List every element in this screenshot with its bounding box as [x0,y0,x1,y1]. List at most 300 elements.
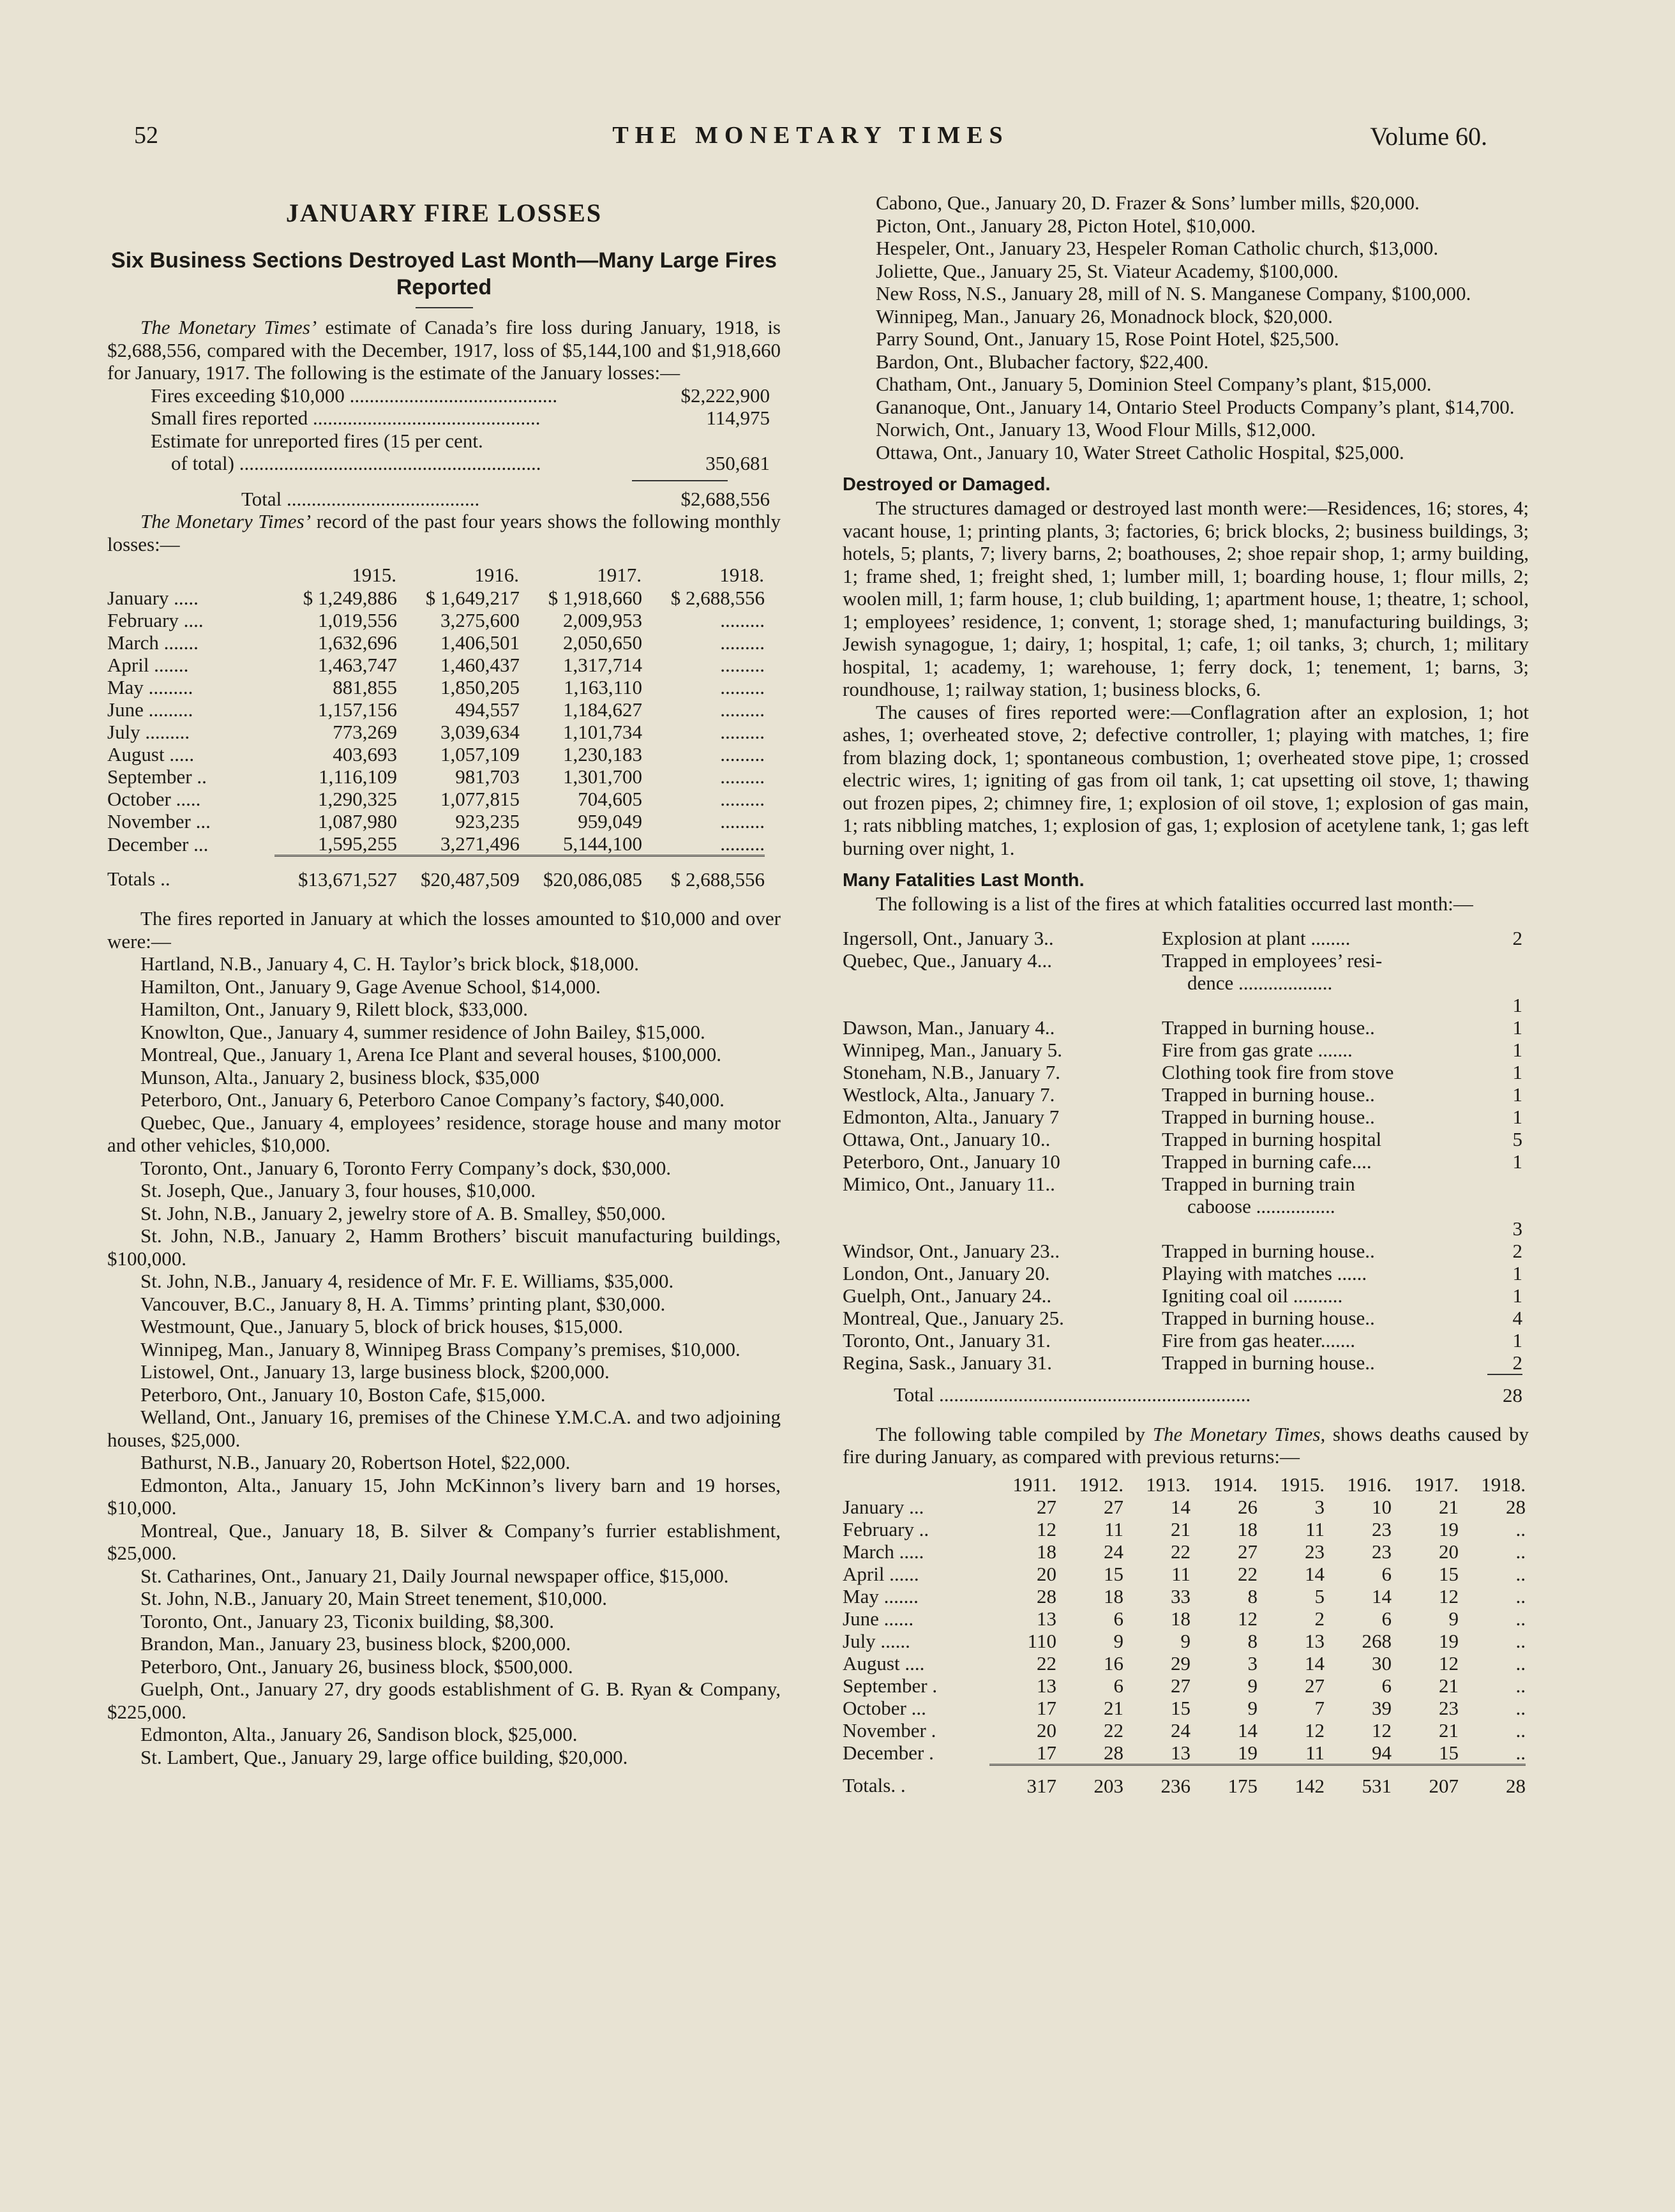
fatality-cause-text: Trapped in burning house.. [1162,1239,1375,1262]
monthly-row [107,609,765,631]
fatality-cause [1162,949,1487,994]
intro-source: The Monetary Times’ [140,316,317,338]
loss-value: ......... [720,788,765,810]
totals-label: Totals .. [107,868,170,891]
fatality-place: London, Ont., January 20. [843,1261,1050,1284]
death-count: 23 [1439,1696,1459,1719]
destroyed-paragraph: The structures damaged or destroyed last month were:—Residences, 16; stores, 4; vacant house, 1; printing plants, 3; factories, 6; brick blocks, 2; business buildings, 3; hotels, 5; plants, 7; livery barns, 2; boathouses, 2; shoe repair shop, 1; army building, 1; frame shed, 1; freight shed, 1; lumber mill, 1; boarding house, 1; flour mills, 2; woolen mill, 1; farm house, 1; club building, 1; apartment house, 1; theatre, 1; school, 1; employees’ residence, 1; convent, 1; storage shed, 1; manufacturing buildings, 3; Jewish synagogue, 1; dairy, 1; hospital, 1; cafe, 1; oil tanks, 3; church, 1; military hospital, 1; academy, 1; warehouse, 1; ferry dock, 1; tenement, 1; barns, 3; roundhouse, 1; railway station, 1; business blocks, 6. [843,497,1529,700]
fatality-cause-text: Trapped in burning house.. [1162,1105,1375,1128]
death-count: 14 [1305,1562,1325,1585]
fires-intro: The fires reported in January at which the losses amounted to $10,000 and over were:— [107,907,781,952]
fires-list-right [843,192,1529,463]
loss-value: 5,144,100 [520,832,642,856]
loss-value: ......... [720,721,765,743]
fire-entry: Hamilton, Ont., January 9, Gage Avenue School, $14,000. [140,975,601,998]
fire-entry: Joliette, Que., January 25, St. Viateur Academy, $100,000. [876,259,1339,282]
total-value: 236 [1160,1774,1191,1797]
month-label: December . [843,1742,934,1764]
death-count: 11 [1305,1517,1325,1540]
estimate-row [107,430,781,453]
year-header: 1912. [1079,1473,1123,1496]
fatality-count: 1 [1512,1261,1522,1284]
total-value: 531 [1362,1774,1392,1797]
death-count: 15 [1171,1696,1191,1719]
monthly-row [107,698,765,721]
left-column [107,192,781,1768]
death-count: 11 [1171,1562,1191,1585]
fire-entry: Peterboro, Ont., January 26, business block, $500,000. [140,1655,573,1678]
month-label: January ..... [107,587,199,609]
month-label: October ..... [107,788,201,810]
fire-entry: Peterboro, Ont., January 10, Boston Cafe, $15,000. [140,1383,546,1406]
fire-entry: Montreal, Que., January 18, B. Silver & Company’s furrier establishment, $25,000. [107,1519,781,1564]
death-count: 21 [1104,1696,1123,1719]
fire-entry: Edmonton, Alta., January 15, John McKinnon’s livery barn and 19 horses, $10,000. [107,1473,781,1519]
death-count: 2 [1314,1607,1325,1630]
month-label: August .... [843,1651,925,1674]
death-count: 6 [1113,1674,1123,1697]
death-count: 9 [1113,1629,1123,1652]
death-count: 21 [1439,1495,1459,1518]
fatality-cause [1162,1173,1487,1217]
death-count: 6 [1381,1607,1392,1630]
fatality-cause-text: Trapped in burning house.. [1162,1306,1375,1329]
year-header: 1916. [474,564,519,586]
fatality-cause-text: Clothing took fire from stove [1162,1060,1394,1083]
death-count: 94 [1325,1742,1392,1765]
death-count: 5 [1314,1584,1325,1607]
death-count: .. [1515,1540,1526,1563]
fire-entry: St. Joseph, Que., January 3, four houses, $10,000. [140,1179,536,1201]
deaths-intro-a: The following table compiled by [876,1422,1153,1445]
fatality-place: Guelph, Ont., January 24.. [843,1284,1052,1307]
fatality-count: 5 [1512,1127,1522,1150]
year-header: 1915. [1280,1473,1325,1496]
loss-value: 1,301,700 [563,765,642,788]
article-title: JANUARY FIRE LOSSES [285,199,603,227]
estimate-value: $2,222,900 [680,384,770,407]
monthly-header-blank [107,563,274,587]
monthly-row [107,587,765,609]
monthly-losses-table [107,563,765,891]
month-label: April ...... [843,1562,919,1585]
month-label: August ..... [107,743,195,765]
fatality-row [843,1351,1522,1374]
fatality-place: Mimico, Ont., January 11.. [843,1172,1055,1195]
publication-title: THE MONETARY TIMES [612,122,1009,149]
death-count: 15 [1392,1742,1459,1765]
loss-value: 1,087,980 [318,810,397,832]
death-count: 12 [1439,1584,1459,1607]
death-count: 6 [1381,1562,1392,1585]
monthly-row [107,654,765,676]
total-value: 203 [1093,1774,1123,1797]
death-count: 19 [1439,1517,1459,1540]
death-count: 13 [1123,1742,1191,1765]
month-label: February .... [107,609,204,631]
loss-value: 1,163,110 [564,676,642,698]
loss-value: 1,406,501 [440,631,520,654]
monthly-row [107,743,765,765]
fire-entry: Winnipeg, Man., January 26, Monadnock block, $20,000. [876,305,1333,327]
fatality-place: Toronto, Ont., January 31. [843,1328,1051,1351]
death-count: 23 [1372,1540,1392,1563]
year-header: 1918. [1481,1473,1526,1496]
month-label: July ...... [843,1629,910,1652]
death-count: 19 [1439,1629,1459,1652]
fatality-cause-cont: caboose ................ [1187,1194,1335,1217]
fire-entry: St. Lambert, Que., January 29, large office building, $20,000. [140,1745,628,1768]
monthly-totals-row [107,856,765,891]
fatality-count: 2 [1512,1239,1522,1262]
fatality-place: Ottawa, Ont., January 10.. [843,1127,1051,1150]
monthly-row [107,832,765,856]
fatality-count: 1 [1512,1284,1522,1307]
loss-value: $ 1,249,886 [303,587,397,609]
loss-value: ......... [720,698,765,721]
fatality-cause-text: Trapped in burning house.. [1162,1351,1375,1374]
fatality-count: 2 [1512,1351,1522,1374]
fatality-count: 4 [1512,1306,1522,1329]
monthly-row [107,810,765,832]
fire-entry: Norwich, Ont., January 13, Wood Flour Mills, $12,000. [876,418,1316,440]
death-count: .. [1515,1651,1526,1674]
fatalities-table [843,927,1522,1406]
fire-entry: Montreal, Que., January 1, Arena Ice Plant and several houses, $100,000. [140,1043,721,1065]
death-count: 28 [1056,1742,1123,1765]
fatality-total-value: 28 [1487,1374,1522,1406]
fatality-row [843,1217,1522,1240]
fatality-cause-text: Trapped in burning house.. [1162,1016,1375,1039]
deaths-intro-source: The Monetary Times, [1152,1422,1326,1445]
fatality-cause [1162,1128,1487,1150]
death-count: 15 [1439,1562,1459,1585]
fatality-place: Westlock, Alta., January 7. [843,1083,1055,1106]
month-label: June ......... [107,698,193,721]
fire-entry: Edmonton, Alta., January 26, Sandison block, $25,000. [140,1723,578,1745]
fire-entry: Guelph, Ont., January 27, dry goods establishment of G. B. Ryan & Company, $225,000. [107,1678,781,1723]
fatality-cause [1162,1106,1487,1128]
loss-value: 1,463,747 [318,654,397,676]
year-header: 1915. [352,564,396,586]
record-paragraph [107,510,781,555]
death-count: 3 [1247,1651,1258,1674]
deaths-row [843,1674,1526,1697]
estimate-value [623,430,770,453]
death-count: 14 [1305,1651,1325,1674]
loss-value: 1,850,205 [440,676,520,698]
estimate-label: Small fires reported .............................................. [151,407,541,429]
total-value: 142 [1295,1774,1325,1797]
death-count: 268 [1362,1629,1392,1652]
fatality-cause [1162,1329,1487,1351]
fatality-place: Ingersoll, Ont., January 3.. [843,926,1054,949]
fatality-count: 1 [1512,1016,1522,1039]
deaths-totals-row [843,1764,1526,1797]
fire-entry: Ottawa, Ont., January 10, Water Street Catholic Hospital, $25,000. [876,440,1404,463]
loss-value: $ 1,918,660 [548,587,642,609]
total-value: $13,671,527 [298,868,397,891]
fatality-row [843,1262,1522,1284]
fatality-place: Winnipeg, Man., January 5. [843,1038,1062,1061]
right-column [843,192,1529,1797]
monthly-row [107,788,765,810]
death-count: 6 [1381,1674,1392,1697]
death-count: 8 [1247,1629,1258,1652]
death-count: 20 [1037,1719,1056,1742]
deaths-row [843,1518,1526,1540]
month-label: October ... [843,1696,926,1719]
deaths-row [843,1496,1526,1518]
fatality-place: Stoneham, N.B., January 7. [843,1060,1060,1083]
month-label: January ... [843,1495,924,1518]
fatality-count: 1 [1512,1060,1522,1083]
total-value: 175 [1228,1774,1258,1797]
fatality-place: Dawson, Man., January 4.. [843,1016,1055,1039]
loss-value: ......... [720,654,765,676]
fatality-cause [1162,1061,1487,1083]
death-count: .. [1515,1674,1526,1697]
year-header: 1911. [1012,1473,1056,1496]
year-header: 1918. [719,564,764,586]
loss-value: 2,009,953 [563,609,642,631]
loss-value: ......... [720,609,765,631]
loss-value: 1,057,109 [440,743,520,765]
fatality-cause-text: Explosion at plant ........ [1162,926,1351,949]
loss-value: 959,049 [578,810,642,832]
deaths-header-row [843,1473,1526,1496]
fatality-place: Peterboro, Ont., January 10 [843,1150,1060,1173]
estimate-value: 350,681 [705,452,770,474]
estimate-total-label: Total ....................................... [241,487,480,510]
loss-value: 1,632,696 [318,631,397,654]
loss-value: 1,077,815 [440,788,520,810]
estimate-total-value: $2,688,556 [680,487,770,510]
loss-value: 2,050,650 [563,631,642,654]
fire-entry: Parry Sound, Ont., January 15, Rose Point Hotel, $25,500. [876,327,1339,350]
fatality-cause [1162,1039,1487,1061]
loss-value: 1,460,437 [440,654,520,676]
death-count: 33 [1171,1584,1191,1607]
estimate-label: of total) ............................................................. [171,452,541,474]
loss-value: 981,703 [455,765,520,788]
death-count: 110 [1027,1629,1056,1652]
fire-entry: Toronto, Ont., January 6, Toronto Ferry Company’s dock, $30,000. [140,1156,672,1179]
death-count: 11 [1104,1517,1123,1540]
death-count: 17 [989,1742,1056,1765]
deaths-intro-b: shows deaths caused by fire during January, as compared with previous returns:— [843,1422,1529,1468]
fire-entry: St. John, N.B., January 2, Hamm Brothers’ biscuit manufacturing buildings, $100,000. [107,1224,781,1270]
fatality-row [843,949,1522,994]
death-count: 6 [1113,1607,1123,1630]
death-count: 21 [1439,1719,1459,1742]
loss-value: 3,271,496 [397,832,520,856]
fire-entry: Picton, Ont., January 28, Picton Hotel, $10,000. [876,214,1256,237]
loss-value: ......... [642,832,765,856]
total-value: $20,487,509 [421,868,520,891]
fatality-place: Montreal, Que., January 25. [843,1306,1064,1329]
death-count: 20 [1037,1562,1056,1585]
fatality-cause-text: Fire from gas heater....... [1162,1328,1356,1351]
death-count: .. [1515,1584,1526,1607]
fire-entry: Toronto, Ont., January 23, Ticonix building, $8,300. [140,1609,554,1632]
year-header: 1916. [1347,1473,1392,1496]
fire-entry: Listowel, Ont., January 13, large business block, $200,000. [140,1360,610,1383]
total-value: 28 [1506,1774,1526,1797]
month-label: June ...... [843,1607,914,1630]
fatality-place [843,994,1162,1016]
estimate-table [107,384,781,475]
deaths-row [843,1540,1526,1563]
loss-value: ......... [720,743,765,765]
loss-value: $ 1,649,217 [425,587,520,609]
deaths-row [843,1563,1526,1585]
fatalities-intro: The following is a list of the fires at which fatalities occurred last month:— [876,892,1473,915]
fire-entry: St. John, N.B., January 2, jewelry store of A. B. Smalley, $50,000. [140,1201,666,1224]
year-header: 1914. [1213,1473,1258,1496]
month-label: February .. [843,1517,929,1540]
fatality-cause-text: Trapped in burning hospital [1162,1127,1382,1150]
month-label: November ... [107,810,211,832]
fatality-count: 3 [1512,1217,1522,1240]
loss-value: 1,184,627 [563,698,642,721]
deaths-table [843,1473,1526,1797]
fatality-row [843,1128,1522,1150]
fire-entry: Cabono, Que., January 20, D. Frazer & Sons’ lumber mills, $20,000. [876,192,1420,214]
fatality-count: 1 [1512,993,1522,1016]
fatality-count [1487,1173,1522,1217]
fatality-count: 2 [1512,926,1522,949]
deaths-row [843,1719,1526,1742]
death-count: .. [1515,1562,1526,1585]
causes-paragraph: The causes of fires reported were:—Conflagration after an explosion, 1; hot ashes, 1; overheated stove, 2; defective controller, 1; playing with matches, 1; fire from blazing dock, 1; spontaneous combustion, 1; overheated stove pipe, 1; crossed electric wires, 1; igniting of gas from oil tank, 1; cat upsetting oil stove, 1; thawing out frozen pipes, 2; chimney fire, 1; explosion of oil stove, 1; explosion of gas main, 1; rats nibbling matches, 1; explosion of gas, 1; explosion of acetylene tank, 1; gas left burning over night, 1. [843,700,1529,859]
deaths-row [843,1697,1526,1719]
destroyed-heading: Destroyed or Damaged. [843,474,1051,495]
fatality-cause-text: Trapped in burning cafe.... [1162,1150,1372,1173]
month-label: December ... [107,832,209,855]
title-rule [416,307,473,308]
fatality-row [843,1173,1522,1217]
fatality-row [843,1106,1522,1128]
death-count: .. [1515,1629,1526,1652]
death-count: .. [1459,1742,1526,1765]
month-label: May ......... [107,676,193,698]
intro-text: estimate of Canada’s fire loss during January, 1918, is $2,688,556, compared with the December, 1917, loss of $5,144,100 and $1,918,660 for January, 1917. The following is the estimate of the January losses:— [107,316,781,384]
monthly-row [107,631,765,654]
article-subtitle: Six Business Sections Destroyed Last Month—Many Large Fires Reported [111,248,777,299]
death-count: 39 [1372,1696,1392,1719]
loss-value: ......... [720,631,765,654]
death-count: 13 [1037,1674,1056,1697]
fatality-row [843,927,1522,949]
record-source: The Monetary Times’ [140,510,312,532]
death-count: 24 [1104,1540,1123,1563]
fire-entry: Hartland, N.B., January 4, C. H. Taylor’s brick block, $18,000. [140,952,640,975]
death-count: 15 [1104,1562,1123,1585]
deaths-row [843,1742,1526,1765]
deaths-header-blank [843,1473,989,1496]
death-count: 21 [1171,1517,1191,1540]
intro-paragraph [107,316,781,384]
death-count: 11 [1258,1742,1325,1765]
fire-entry: Welland, Ont., January 16, premises of the Chinese Y.M.C.A. and two adjoining houses, $25,000. [107,1406,781,1451]
fatality-total-row [843,1374,1522,1406]
fatality-row [843,1150,1522,1173]
page-number: 52 [134,122,158,149]
deaths-row [843,1585,1526,1607]
fatality-row [843,1307,1522,1329]
total-value: 207 [1429,1774,1459,1797]
month-label: July ......... [107,721,190,743]
fatality-cause-text: Playing with matches ...... [1162,1261,1367,1284]
year-header: 1913. [1146,1473,1191,1496]
total-value: $ 2,688,556 [670,868,765,891]
death-count: 12 [1037,1517,1056,1540]
death-count: 12 [1238,1607,1258,1630]
total-value: $20,086,085 [543,868,642,891]
fatality-count: 1 [1512,1105,1522,1128]
death-count: 20 [1439,1540,1459,1563]
death-count: 26 [1238,1495,1258,1518]
death-count: 9 [1247,1674,1258,1697]
death-count: 18 [1104,1584,1123,1607]
death-count: 14 [1372,1584,1392,1607]
death-count: 30 [1372,1651,1392,1674]
loss-value: ......... [720,765,765,788]
loss-value: 1,157,156 [318,698,397,721]
death-count: 22 [1238,1562,1258,1585]
death-count: 21 [1439,1674,1459,1697]
death-count: 23 [1305,1540,1325,1563]
fatality-cause [1162,1351,1487,1374]
death-count: 27 [1104,1495,1123,1518]
fatality-count: 1 [1512,1328,1522,1351]
fatality-cause [1162,1262,1487,1284]
estimate-total-row [107,488,781,511]
loss-value: 1,019,556 [318,609,397,631]
total-value: 317 [1026,1774,1056,1797]
fire-entry: Knowlton, Que., January 4, summer residence of John Bailey, $15,000. [140,1020,705,1043]
fatality-place: Regina, Sask., January 31. [843,1351,1053,1374]
loss-value: 1,290,325 [318,788,397,810]
fatality-cause-text: Trapped in employees’ resi- [1162,949,1383,972]
fatality-row [843,1039,1522,1061]
death-count: 9 [1448,1607,1459,1630]
monthly-row [107,721,765,743]
year-header: 1917. [1414,1473,1459,1496]
fire-entry: New Ross, N.S., January 28, mill of N. S. Manganese Company, $100,000. [876,282,1471,305]
death-count: 12 [1439,1651,1459,1674]
death-count: 27 [1171,1674,1191,1697]
deaths-row [843,1607,1526,1630]
fatality-row [843,994,1522,1016]
loss-value: $ 2,688,556 [670,587,765,609]
fatality-row [843,1329,1522,1351]
loss-value: 923,235 [455,810,520,832]
month-label: March ....... [107,631,199,654]
fatality-place: Edmonton, Alta., January 7 [843,1105,1060,1128]
fatality-cause [1162,1016,1487,1039]
record-text: record of the past four years shows the following monthly losses:— [107,510,781,555]
fatality-cause-text: Trapped in burning house.. [1162,1083,1375,1106]
fires-list-left [107,952,781,1768]
death-count: 12 [1305,1719,1325,1742]
estimate-value: 114,975 [706,407,770,429]
death-count: .. [1515,1517,1526,1540]
death-count: 9 [1247,1696,1258,1719]
estimate-row [107,452,781,475]
fatality-count [1487,949,1522,994]
